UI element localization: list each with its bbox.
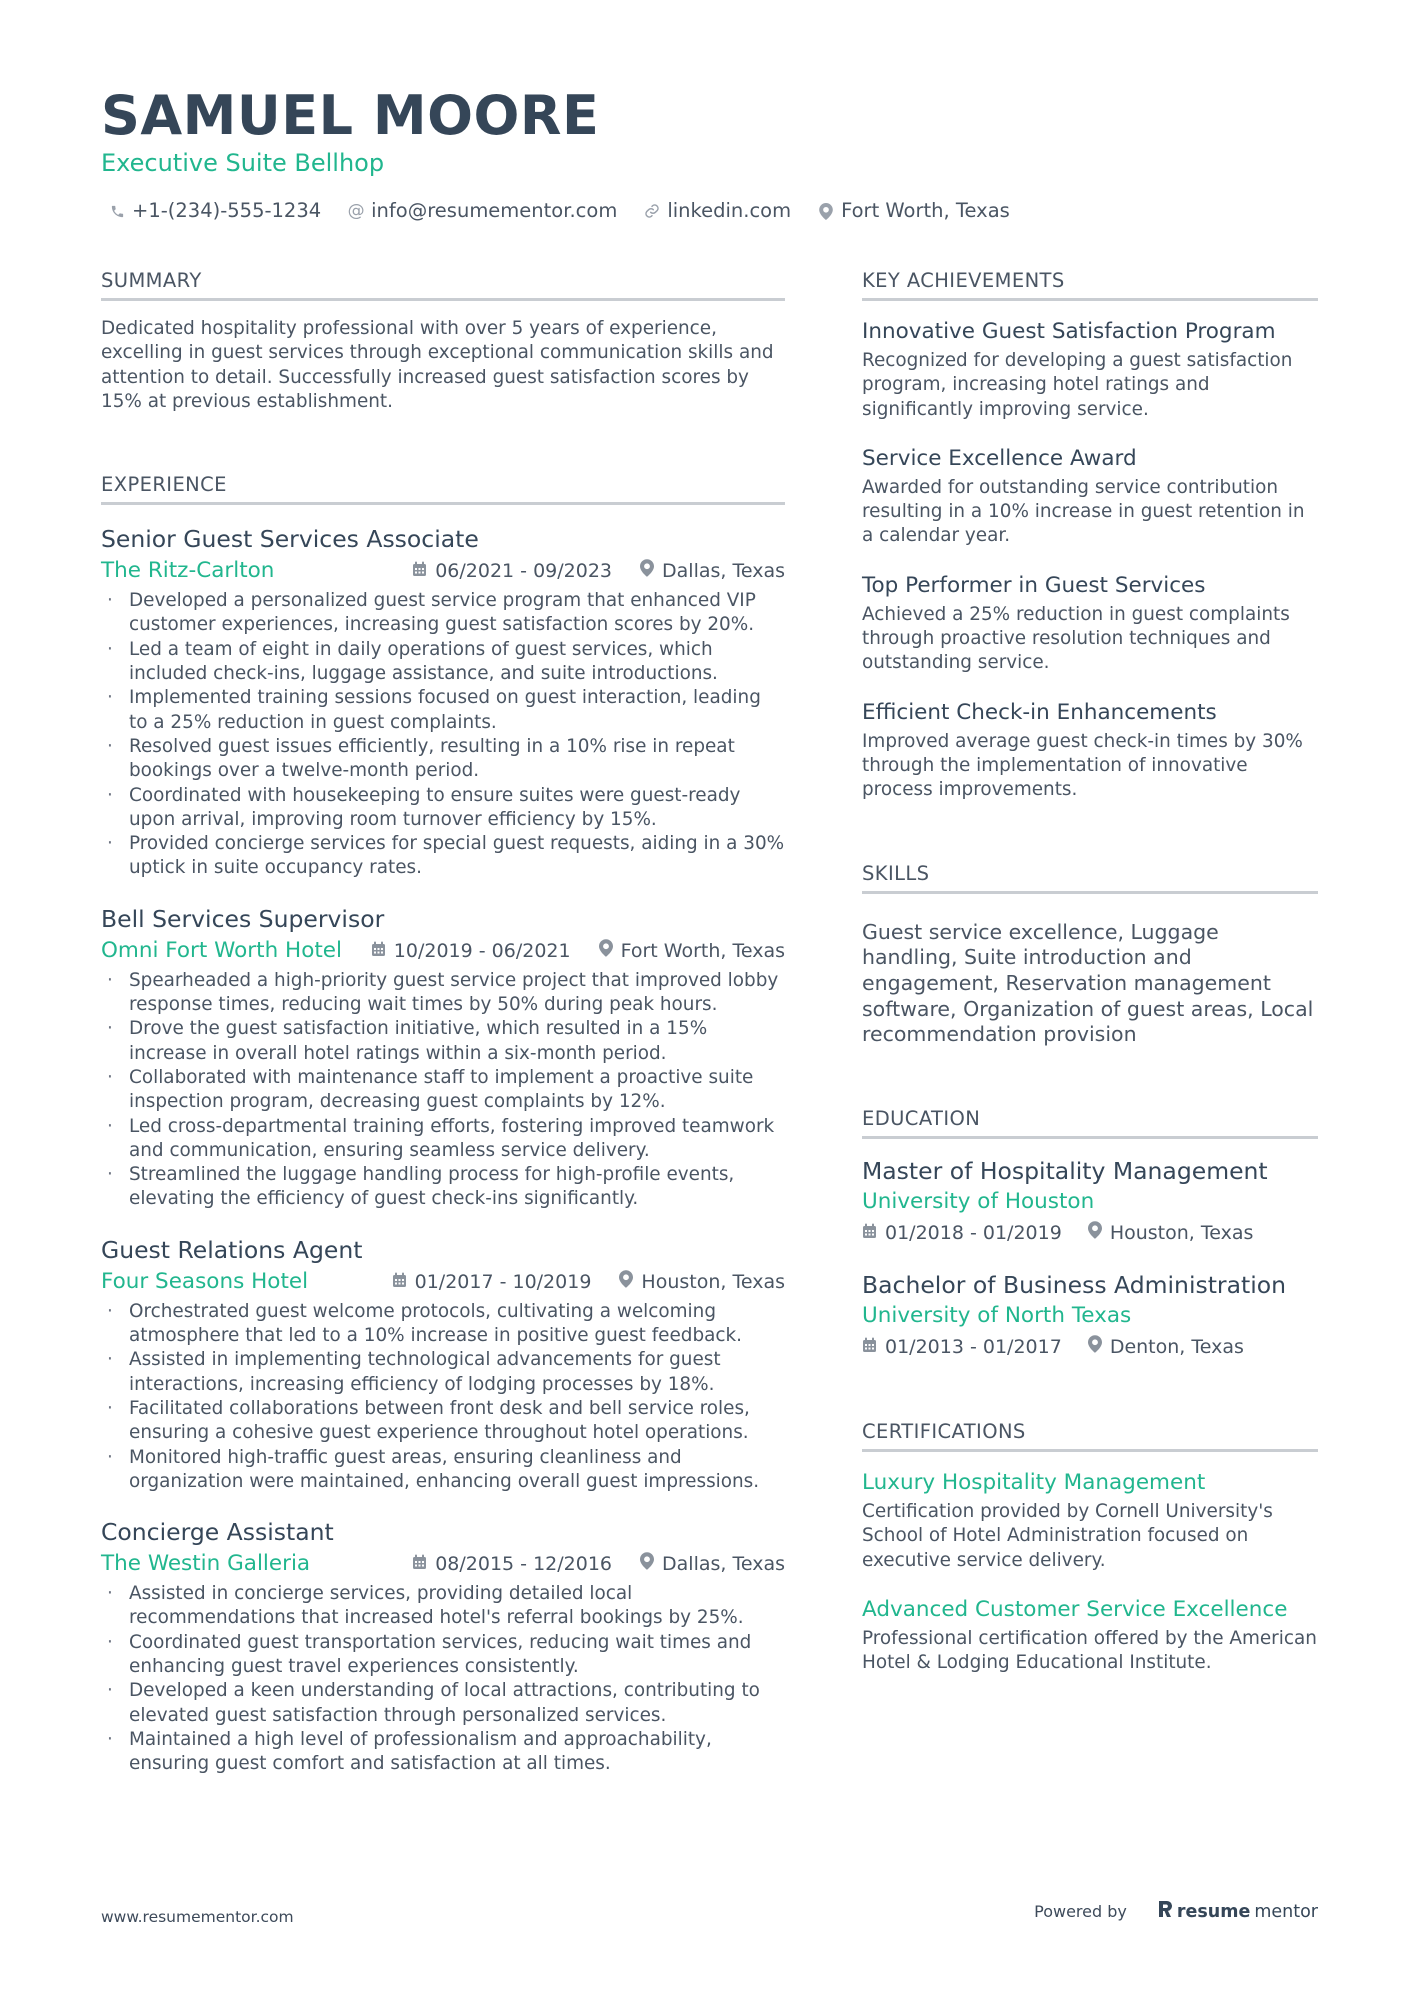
job-bullet xyxy=(101,1300,785,1349)
job-bullet xyxy=(101,1348,785,1397)
map-pin-icon xyxy=(1088,1219,1102,1247)
job-bullet-text: Led cross-departmental training efforts, fostering improved teamwork and communication, ensuring seamless service delivery. xyxy=(129,1115,775,1161)
job-meta xyxy=(101,1550,785,1578)
bullet-icon: · xyxy=(107,687,113,709)
bullet-icon: · xyxy=(107,1349,113,1371)
summary-section xyxy=(101,268,785,414)
job-dates-text: 10/2019 - 06/2021 xyxy=(393,939,571,962)
job-bullet-text: Facilitated collaborations between front desk and bell service roles, ensuring a cohesive guest experience throughout hotel operations. xyxy=(129,1397,750,1444)
achievement-text: Awarded for outstanding service contribution resulting in a 10% increase in guest retention in a calendar year. xyxy=(862,476,1305,547)
degree-title: Bachelor of Business Administration xyxy=(862,1271,1287,1300)
linkedin-text: linkedin.com xyxy=(667,199,792,222)
achievement-title: Top Performer in Guest Services xyxy=(862,572,1206,598)
certifications-heading: CERTIFICATIONS xyxy=(862,1419,1318,1452)
bullet-icon: · xyxy=(107,1446,113,1468)
job-bullet-text: Developed a personalized guest service program that enhanced VIP customer experiences, increasing guest satisfaction scores by 20%. xyxy=(129,590,756,636)
job-dates-text: 08/2015 - 12/2016 xyxy=(435,1553,613,1576)
certification-text: Certification provided by Cornell University's School of Hotel Administration focused on executive service delivery. xyxy=(862,1501,1273,1571)
education-entry xyxy=(862,1269,1318,1361)
job-bullet xyxy=(101,1631,785,1680)
job-entry xyxy=(101,523,785,881)
bullet-icon: · xyxy=(107,1018,113,1040)
left-column xyxy=(101,268,785,1776)
bullet-icon: · xyxy=(107,1397,113,1419)
company-name: Four Seasons Hotel xyxy=(101,1268,309,1294)
map-pin-icon xyxy=(619,1268,633,1296)
job-title: Senior Guest Services Associate xyxy=(101,525,479,554)
job-bullet xyxy=(101,1017,785,1066)
education-heading: EDUCATION xyxy=(862,1106,1318,1139)
education-dates-text: 01/2013 - 01/2017 xyxy=(885,1336,1062,1359)
map-pin-icon xyxy=(640,1550,654,1578)
job-bullet xyxy=(101,969,785,1018)
bullet-icon: · xyxy=(107,638,113,660)
skills-section xyxy=(862,861,1318,1049)
job-bullet-text: Collaborated with maintenance staff to implement a proactive suite inspection program, decreasing guest complaints by 12%. xyxy=(129,1066,754,1113)
job-location xyxy=(599,937,785,965)
brand-rest-text: mentor xyxy=(1254,1901,1318,1922)
job-dates xyxy=(412,557,612,585)
calendar-icon xyxy=(412,557,427,585)
job-bullet-text: Assisted in concierge services, providing detailed local recommendations that increased hotel's referral bookings by 25%. xyxy=(129,1583,744,1629)
summary-text: Dedicated hospitality professional with over 5 years of experience, excelling in guest services through exceptional communication skills and attention to detail. Successfully increased guest satisfaction scores by 15% at previous establishment. xyxy=(101,318,774,412)
skills-heading: SKILLS xyxy=(862,861,1318,894)
achievement-text: Recognized for developing a guest satisfaction program, increasing hotel ratings and significantly improving service. xyxy=(862,350,1293,420)
bullet-icon: · xyxy=(107,969,113,991)
job-dates-text: 06/2021 - 09/2023 xyxy=(435,560,613,583)
education-list xyxy=(862,1155,1318,1361)
brand-bold-text: resume xyxy=(1176,1901,1251,1922)
location-text: Fort Worth, Texas xyxy=(841,199,1010,222)
achievements-heading: KEY ACHIEVEMENTS xyxy=(862,268,1318,301)
job-dates-text: 01/2017 - 10/2019 xyxy=(414,1270,592,1293)
job-bullet-text: Drove the guest satisfaction initiative, which resulted in a 15% increase in overall hotel ratings within a six-month period. xyxy=(129,1018,708,1064)
job-meta-right xyxy=(371,937,785,965)
map-pin-icon xyxy=(599,937,613,965)
job-bullet-text: Orchestrated guest welcome protocols, cultivating a welcoming atmosphere that led to a 10% increase in positive guest feedback. xyxy=(129,1300,743,1347)
education-location xyxy=(1088,1219,1254,1247)
skills-text: Guest service excellence, Luggage handling, Suite introduction and engagement, Reservation management software, Organization of guest areas, Local recommendation provision xyxy=(862,919,1314,1047)
candidate-role: Executive Suite Bellhop xyxy=(101,149,385,177)
certification-entry xyxy=(862,1468,1318,1573)
bullet-icon: · xyxy=(107,1066,113,1088)
job-location-text: Dallas, Texas xyxy=(662,1553,785,1576)
education-meta xyxy=(862,1219,1318,1247)
email-text: info@resumementor.com xyxy=(371,199,618,222)
certification-list xyxy=(862,1468,1318,1675)
contact-email[interactable] xyxy=(347,198,617,224)
contact-linkedin[interactable] xyxy=(643,198,791,224)
bullet-icon: · xyxy=(107,1583,113,1605)
job-bullet xyxy=(101,1446,785,1495)
brand-logo[interactable] xyxy=(1157,1900,1318,1923)
phone-icon xyxy=(108,202,126,220)
achievement-entry xyxy=(862,444,1318,549)
degree-title: Master of Hospitality Management xyxy=(862,1157,1268,1186)
education-dates-text: 01/2018 - 01/2019 xyxy=(885,1222,1062,1245)
calendar-icon xyxy=(371,937,386,965)
job-bullets xyxy=(101,1582,785,1776)
bullet-icon: · xyxy=(107,735,113,757)
job-bullets xyxy=(101,1300,785,1494)
education-dates xyxy=(862,1333,1062,1361)
job-location xyxy=(640,557,785,585)
job-location xyxy=(619,1268,785,1296)
job-meta-right xyxy=(412,1550,785,1578)
job-dates xyxy=(371,937,571,965)
footer-website[interactable]: www.resumementor.com xyxy=(101,1908,294,1926)
school-name: University of North Texas xyxy=(862,1303,1132,1329)
job-bullet xyxy=(101,1582,785,1631)
certification-text: Professional certification offered by the American Hotel & Lodging Educational Institute. xyxy=(862,1627,1317,1674)
contact-bar xyxy=(108,198,1010,224)
achievement-entry xyxy=(862,571,1318,676)
job-meta-right xyxy=(392,1268,785,1296)
job-bullet-text: Coordinated with housekeeping to ensure suites were guest-ready upon arrival, improving room turnover efficiency by 15%. xyxy=(129,784,741,830)
job-bullet-text: Resolved guest issues efficiently, resulting in a 10% rise in repeat bookings over a twelve-month period. xyxy=(129,735,735,782)
bullet-icon: · xyxy=(107,590,113,612)
job-bullet xyxy=(101,1115,785,1164)
contact-phone[interactable] xyxy=(108,198,321,224)
job-entry xyxy=(101,1234,785,1494)
achievement-title: Efficient Check-in Enhancements xyxy=(862,699,1217,725)
map-pin-icon xyxy=(640,557,654,585)
job-bullet xyxy=(101,589,785,638)
job-bullets xyxy=(101,969,785,1212)
at-icon: @ xyxy=(347,201,365,221)
job-title: Bell Services Supervisor xyxy=(101,904,385,933)
job-bullet xyxy=(101,1679,785,1728)
achievement-text: Improved average guest check-in times by 30% through the implementation of innovative process improvements. xyxy=(862,730,1303,801)
job-title: Guest Relations Agent xyxy=(101,1235,363,1264)
job-meta xyxy=(101,557,785,585)
job-entry xyxy=(101,903,785,1212)
job-bullet xyxy=(101,686,785,735)
job-bullet xyxy=(101,1728,785,1777)
bullet-icon: · xyxy=(107,1728,113,1750)
education-section xyxy=(862,1106,1318,1361)
right-column xyxy=(862,268,1318,1676)
job-location-text: Houston, Texas xyxy=(641,1270,785,1293)
job-bullet-text: Developed a keen understanding of local attractions, contributing to elevated guest satisfaction through personalized services. xyxy=(129,1680,760,1726)
certification-title: Advanced Customer Service Excellence xyxy=(862,1596,1288,1622)
job-entry xyxy=(101,1516,785,1776)
contact-location xyxy=(817,198,1010,224)
phone-text: +1-(234)-555-1234 xyxy=(132,199,322,222)
map-pin-icon xyxy=(1088,1333,1102,1361)
experience-heading: EXPERIENCE xyxy=(101,472,785,505)
achievement-list xyxy=(862,317,1318,803)
education-location-text: Houston, Texas xyxy=(1109,1222,1254,1245)
bullet-icon: · xyxy=(107,1164,113,1186)
achievement-title: Innovative Guest Satisfaction Program xyxy=(862,319,1276,344)
bullet-icon: · xyxy=(107,784,113,806)
job-bullet-text: Assisted in implementing technological advancements for guest interactions, increasing efficiency of lodging processes by 18%. xyxy=(129,1349,721,1395)
job-bullet-text: Spearheaded a high-priority guest service project that improved lobby response times, reducing wait times by 50% during peak hours. xyxy=(129,969,779,1016)
calendar-icon xyxy=(392,1268,407,1296)
job-bullet-text: Led a team of eight in daily operations of guest services, which included check-ins, luggage assistance, and suite introductions. xyxy=(129,638,718,685)
job-location xyxy=(640,1550,785,1578)
job-bullet xyxy=(101,638,785,687)
job-bullet-text: Coordinated guest transportation services, reducing wait times and enhancing guest travel experiences consistently. xyxy=(129,1631,752,1677)
bullet-icon: · xyxy=(107,833,113,855)
calendar-icon xyxy=(862,1333,877,1361)
job-list xyxy=(101,523,785,1776)
bullet-icon: · xyxy=(107,1680,113,1702)
experience-section xyxy=(101,472,785,1776)
job-bullet-text: Streamlined the luggage handling process for high-profile events, elevating the efficiency of guest check-ins significantly. xyxy=(129,1164,735,1210)
company-name: Omni Fort Worth Hotel xyxy=(101,937,342,963)
education-meta xyxy=(862,1333,1318,1361)
achievement-text: Achieved a 25% reduction in guest complaints through proactive resolution techniques and outstanding service. xyxy=(862,603,1290,674)
certifications-section xyxy=(862,1419,1318,1675)
job-bullet-text: Implemented training sessions focused on guest interaction, leading to a 25% reduction in guest complaints. xyxy=(129,687,761,733)
achievement-entry xyxy=(862,317,1318,422)
education-entry xyxy=(862,1155,1318,1247)
job-meta xyxy=(101,937,785,965)
candidate-name: SAMUEL MOORE xyxy=(101,84,600,147)
job-meta-right xyxy=(412,557,785,585)
job-bullet-text: Monitored high-traffic guest areas, ensuring cleanliness and organization were maintained, enhancing overall guest impressions. xyxy=(129,1446,760,1492)
education-location xyxy=(1088,1333,1244,1361)
calendar-icon xyxy=(412,1550,427,1578)
certification-title: Luxury Hospitality Management xyxy=(862,1470,1206,1496)
bullet-icon: · xyxy=(107,1115,113,1137)
summary-heading: SUMMARY xyxy=(101,268,785,301)
achievements-section xyxy=(862,268,1318,803)
education-location-text: Denton, Texas xyxy=(1109,1336,1244,1359)
job-dates xyxy=(412,1550,612,1578)
bullet-icon: · xyxy=(107,1631,113,1653)
brand-mark-icon xyxy=(1157,1900,1173,1923)
job-location-text: Dallas, Texas xyxy=(662,560,785,583)
job-bullet xyxy=(101,784,785,833)
calendar-icon xyxy=(862,1219,877,1247)
achievement-entry xyxy=(862,698,1318,803)
job-bullet xyxy=(101,1066,785,1115)
job-location-text: Fort Worth, Texas xyxy=(620,939,785,962)
achievement-title: Service Excellence Award xyxy=(862,445,1137,471)
map-pin-icon xyxy=(817,202,835,220)
bullet-icon: · xyxy=(107,1300,113,1322)
job-bullet xyxy=(101,1163,785,1212)
job-bullet xyxy=(101,832,785,881)
job-title: Concierge Assistant xyxy=(101,1518,334,1547)
company-name: The Ritz-Carlton xyxy=(101,558,275,584)
job-bullet-text: Maintained a high level of professionalism and approachability, ensuring guest comfort and satisfaction at all times. xyxy=(129,1728,712,1775)
job-bullets xyxy=(101,589,785,881)
job-bullet xyxy=(101,735,785,784)
company-name: The Westin Galleria xyxy=(101,1551,311,1577)
footer-brand xyxy=(1034,1900,1318,1923)
job-bullet-text: Provided concierge services for special guest requests, aiding in a 30% uptick in suite occupancy rates. xyxy=(129,833,785,879)
powered-by-text: Powered by xyxy=(1034,1902,1127,1921)
link-icon xyxy=(643,202,661,220)
school-name: University of Houston xyxy=(862,1189,1095,1215)
education-dates xyxy=(862,1219,1062,1247)
job-meta xyxy=(101,1268,785,1296)
certification-entry xyxy=(862,1595,1318,1676)
job-dates xyxy=(392,1268,592,1296)
job-bullet xyxy=(101,1397,785,1446)
